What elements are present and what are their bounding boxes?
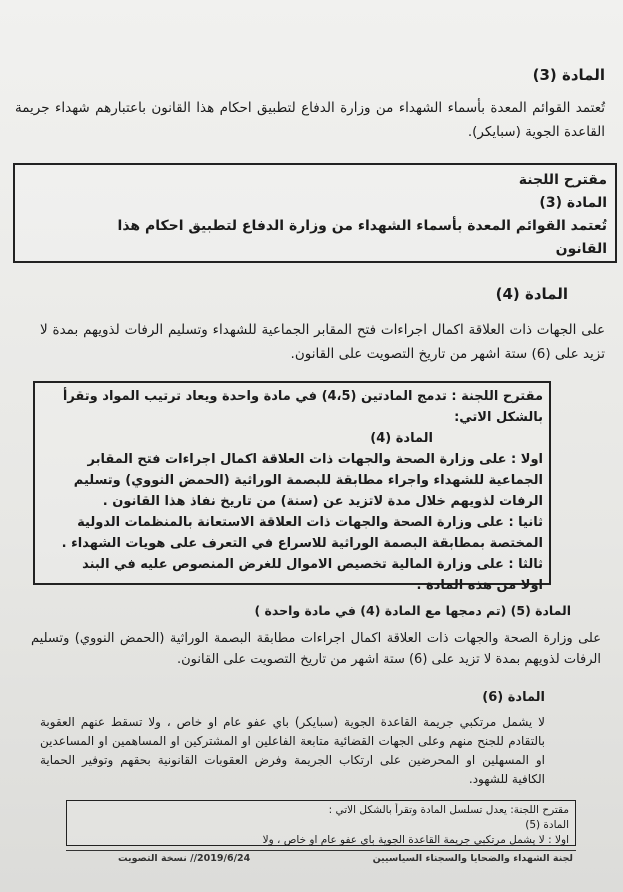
article-4-text: على الجهات ذات العلاقة اكمال اجراءات فتح المقابر الجماعية للشهداء وتسليم الرفات لذويهم بمدة لا تزيد على (6) ستة اشهر من تاريخ التصويت على القانون.: [40, 322, 605, 362]
proposal-line: المادة (5): [525, 819, 569, 831]
article-3-heading: المادة (3): [532, 66, 605, 84]
proposal-text-line: تُعتمد القوائم المعدة بأسماء الشهداء من وزارة الدفاع لتطبيق احكام هذا: [117, 218, 607, 234]
proposal-line: الرفات لذويهم خلال مدة لاتزيد عن (سنة) من تاريخ نفاذ هذا القانون .: [102, 494, 543, 509]
article-6-heading: المادة (6): [482, 690, 545, 705]
footer-date-label: 2019/6/24// نسخة التصويت: [118, 853, 251, 864]
footer-committee-name: لجنة الشهداء والضحايا والسجناء السياسيين: [372, 853, 573, 864]
proposal-article-heading: المادة (3): [539, 195, 607, 211]
proposal-line: المختصة بمطابقة البصمة الوراثية للاسراع في التعرف على هويات الشهداء .: [61, 536, 543, 551]
committee-proposal-box-1: [13, 163, 617, 263]
proposal-line: المادة (4): [370, 431, 433, 446]
proposal-text-line: القانون: [555, 241, 607, 257]
proposal-title: مقترح اللجنة: [518, 172, 607, 188]
proposal-line: ثالثا : على وزارة المالية تخصيص الاموال للغرض المنصوص عليه في البند: [82, 557, 543, 572]
proposal-line: الجماعية للشهداء واجراء مطابقة للبصمة الوراثية (الحمض النووي) وتسليم: [73, 473, 543, 488]
committee-proposal-box-3: [66, 800, 576, 846]
proposal-line: مقترح اللجنة : تدمج المادتين (4،5) في مادة واحدة ويعاد ترتيب المواد وتقرأ: [62, 389, 543, 404]
proposal-line: ثانيا : على وزارة الصحة والجهات ذات العلاقة الاستعانة بالمنظمات الدولية: [77, 515, 543, 530]
committee-proposal-box-2: [33, 381, 551, 593]
article-5-text: على وزارة الصحة والجهات ذات العلاقة اكمال اجراءات مطابقة البصمة الوراثية (الحمض النووي) وتسليم الرفات لذويهم بمدة لا تزيد على (6) ستة اشهر من تاريخ التصويت على القانون.: [31, 631, 601, 667]
proposal-line: اولا : على وزارة الصحة والجهات ذات العلاقة اكمال اجراءات فتح المقابر: [87, 452, 543, 467]
proposal-line: اولا : لا يشمل مرتكبي جريمة القاعدة الجوية باي عفو عام او خاص ، ولا: [262, 834, 569, 846]
proposal-line: بالشكل الاتي:: [454, 410, 543, 425]
article-6-text: لا يشمل مرتكبي جريمة القاعدة الجوية (سبايكر) باي عفو عام او خاص ، ولا تسقط عنهم العقوبة بالتقادم للجنح منهم وعلى الجهات القضائية متابعة الفاعلين او المشتركين او المساهمين او المساعدين او المسهلين او المحرضين على ارتكاب الجريمة وفرض العقوبات القانونية بحقهم وتوفير الحماية الكافية للشهود.: [40, 715, 545, 786]
article-4-heading: المادة (4): [495, 285, 568, 303]
article-5-heading: المادة (5) (تم دمجها مع المادة (4) في مادة واحدة ): [254, 603, 571, 618]
article-3-text: تُعتمد القوائم المعدة بأسماء الشهداء من وزارة الدفاع لتطبيق احكام هذا القانون باعتبارهم شهداء جريمة القاعدة الجوية (سبايكر).: [15, 100, 605, 140]
proposal-line: مقترح اللجنة: يعدل تسلسل المادة وتقرأ بالشكل الاتي :: [328, 804, 569, 816]
proposal-line: اولا من هذه المادة .: [416, 578, 543, 593]
footer-divider: [66, 850, 576, 851]
